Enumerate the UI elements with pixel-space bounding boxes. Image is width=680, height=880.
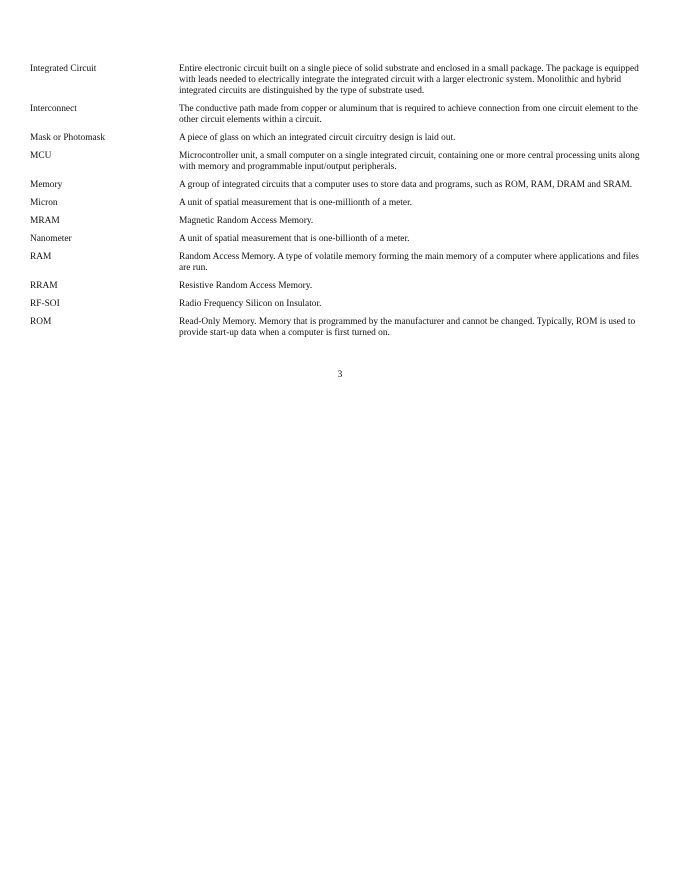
glossary-row [30,151,652,173]
glossary-definition: Resistive Random Access Memory. [179,281,313,291]
glossary-row [30,281,652,292]
glossary-list [30,64,652,346]
glossary-definition: The conductive path made from copper or aluminum that is required to achieve connection from one circuit element to the other circuit elements within a circuit. [179,104,638,125]
glossary-definition: Read-Only Memory. Memory that is programmed by the manufacturer and cannot be changed. Typically, ROM is used to provide start-up data when a computer is first turned on. [179,317,636,338]
glossary-term: Mask or Photomask [30,133,105,143]
glossary-row [30,252,652,274]
glossary-row [30,216,652,227]
glossary-term: Memory [30,180,63,190]
glossary-definition: A unit of spatial measurement that is one-billionth of a meter. [179,234,410,244]
glossary-term: MCU [30,151,52,161]
glossary-row [30,198,652,209]
glossary-definition: Entire electronic circuit built on a single piece of solid substrate and enclosed in a small package. The package is equipped with leads needed to electrically integrate the integrated circuit with a larger electronic system. Monolithic and hybrid integrated circuits are distinguished by the type of substrate used. [179,64,639,96]
glossary-definition: A unit of spatial measurement that is one-millionth of a meter. [179,198,413,208]
glossary-row [30,133,652,144]
glossary-definition: Microcontroller unit, a small computer on a single integrated circuit, containing one or more central processing units along with memory and programmable input/output peripherals. [179,151,640,172]
glossary-definition: A group of integrated circuits that a computer uses to store data and programs, such as ROM, RAM, DRAM and SRAM. [179,180,633,190]
glossary-row [30,104,652,126]
glossary-row [30,64,652,97]
glossary-row [30,180,652,191]
glossary-term: RRAM [30,281,58,291]
glossary-row [30,317,652,339]
glossary-term: Integrated Circuit [30,64,97,74]
glossary-definition: Magnetic Random Access Memory. [179,216,314,226]
glossary-row [30,299,652,310]
glossary-row [30,234,652,245]
glossary-term: MRAM [30,216,60,226]
page-number: 3 [337,370,343,380]
glossary-definition: Random Access Memory. A type of volatile memory forming the main memory of a computer where applications and files are run. [179,252,639,273]
glossary-term: ROM [30,317,52,327]
glossary-term: Nanometer [30,234,72,244]
glossary-term: Interconnect [30,104,77,114]
glossary-definition: Radio Frequency Silicon on Insulator. [179,299,322,309]
glossary-term: RAM [30,252,52,262]
glossary-definition: A piece of glass on which an integrated circuit circuitry design is laid out. [179,133,456,143]
glossary-term: Micron [30,198,58,208]
glossary-term: RF-SOI [30,299,60,309]
